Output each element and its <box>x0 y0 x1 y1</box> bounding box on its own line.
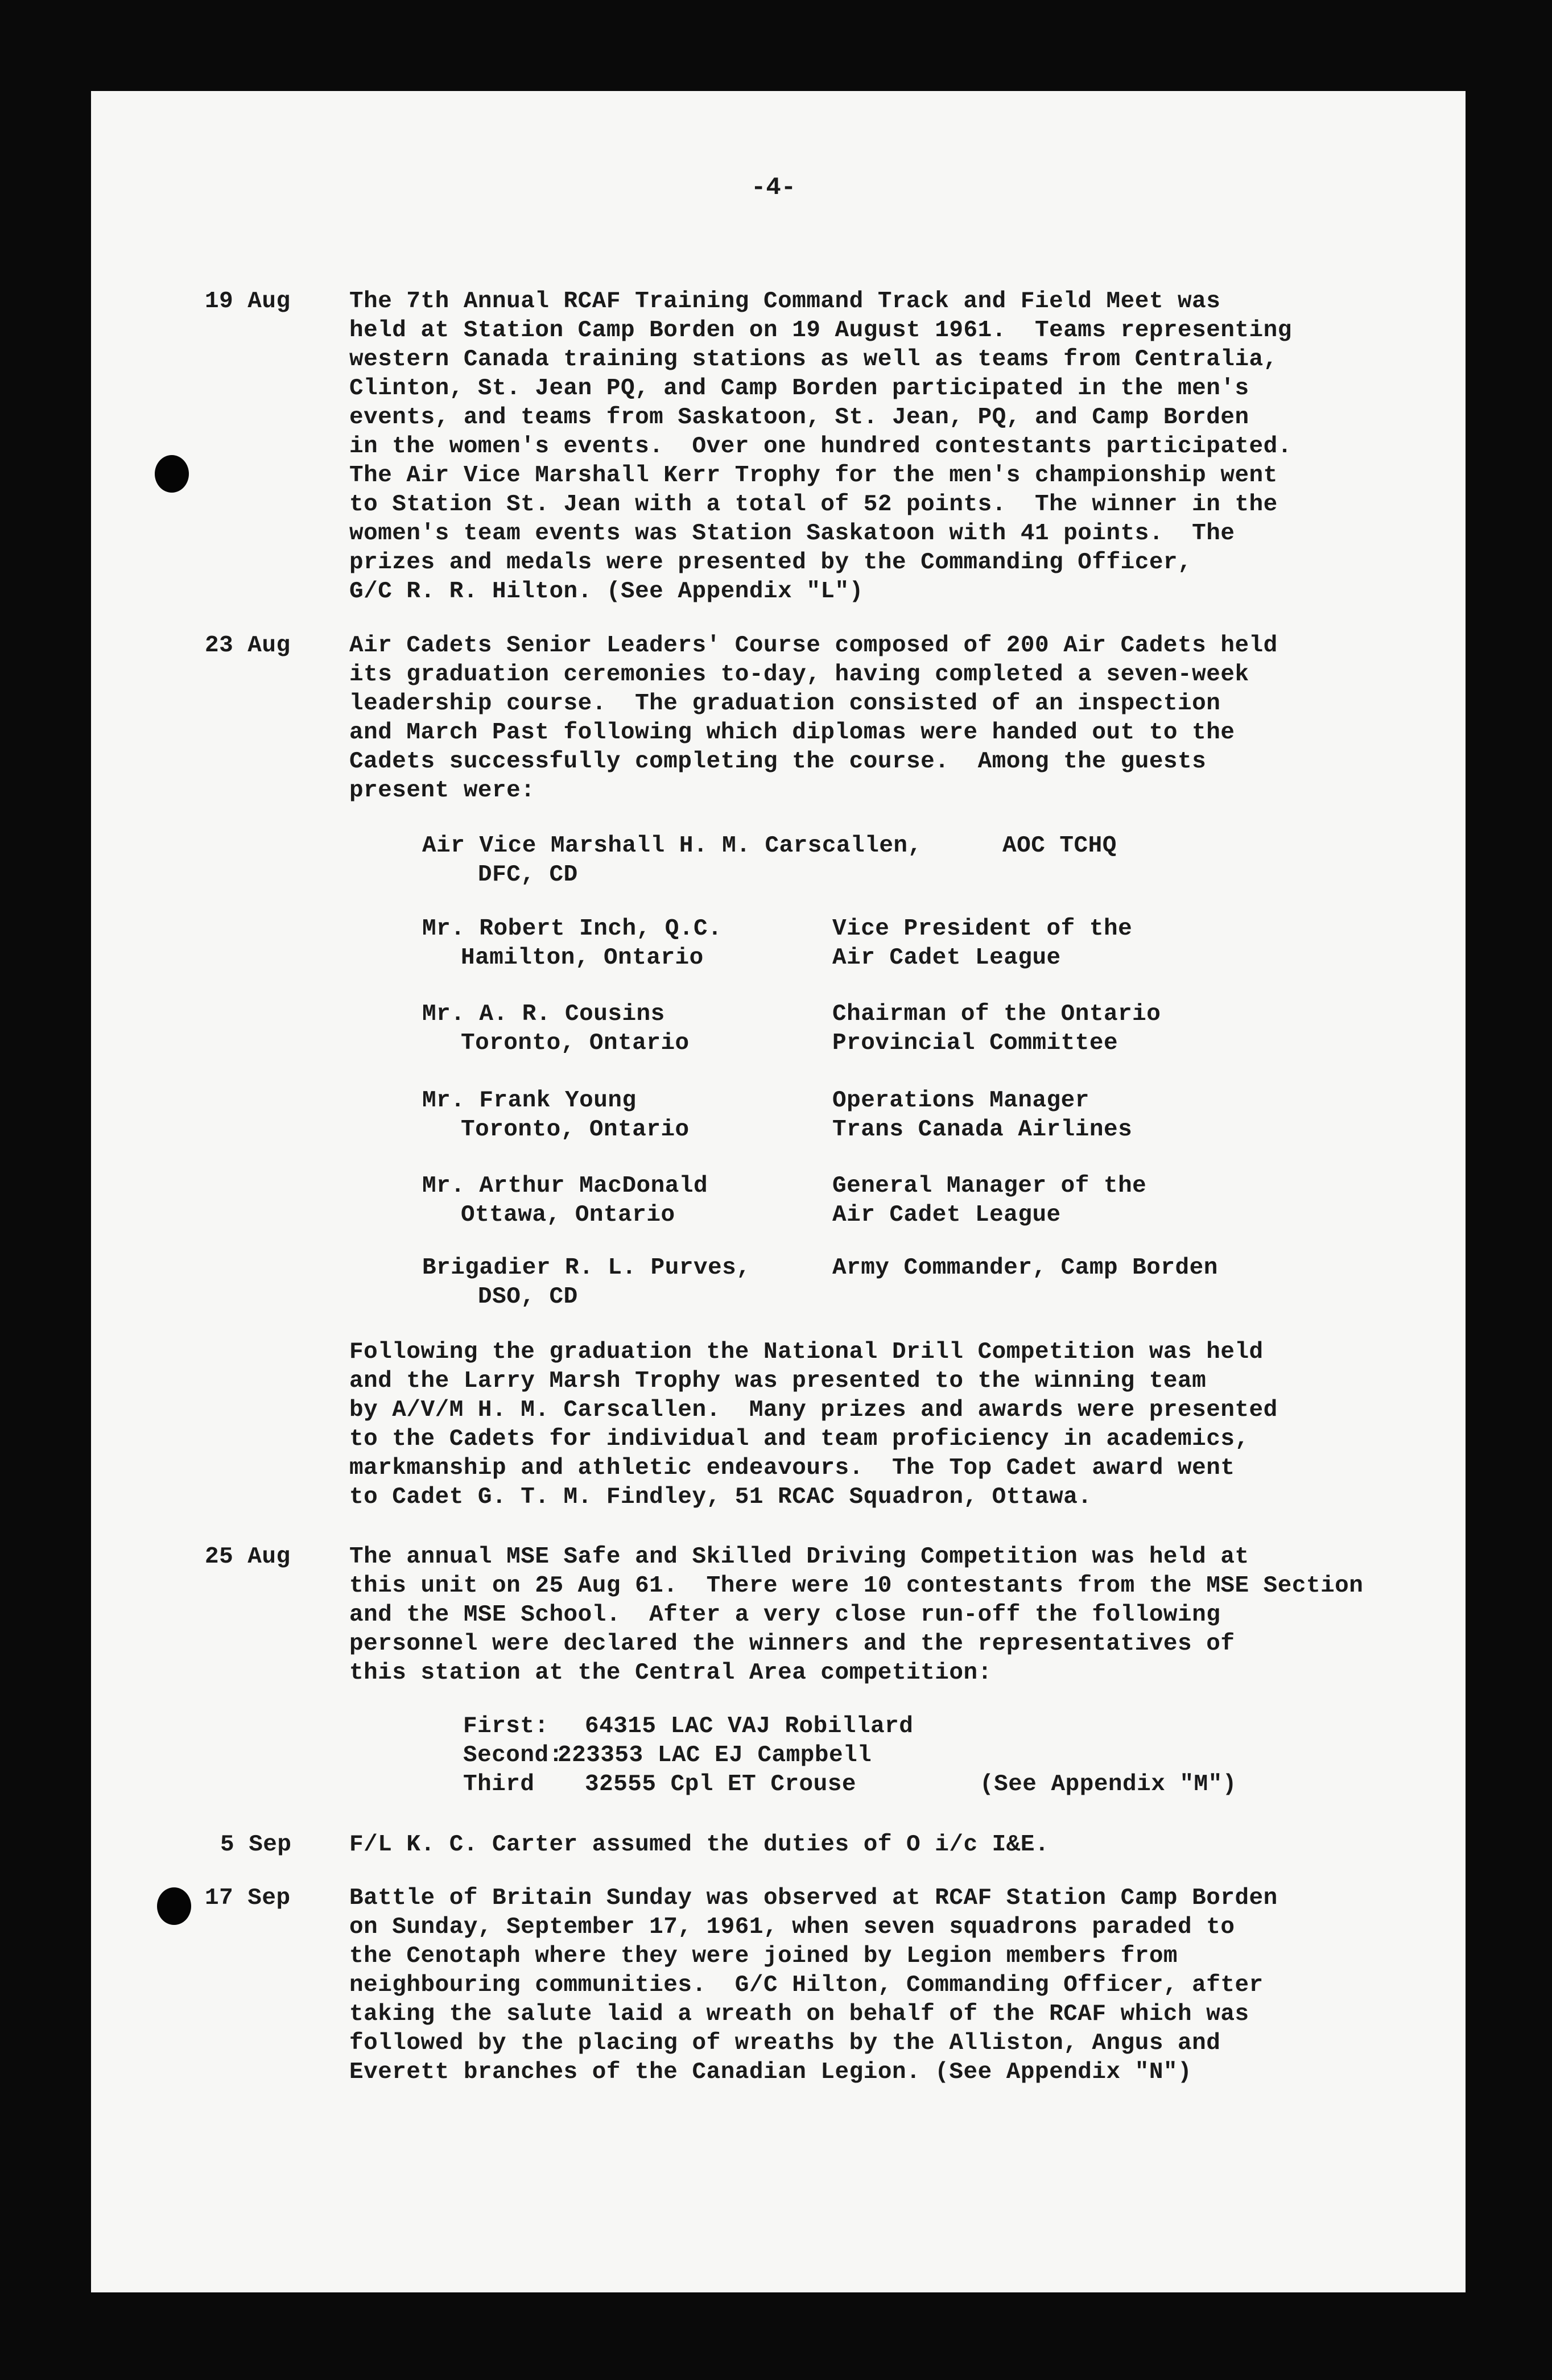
entry-text-line: prizes and medals were presented by the Commanding Officer, <box>349 549 1192 576</box>
winner-place: Second: <box>463 1742 563 1769</box>
entry-text-line: Clinton, St. Jean PQ, and Camp Borden participated in the men's <box>349 375 1249 402</box>
entry-text-line: to the Cadets for individual and team proficiency in academics, <box>349 1426 1249 1452</box>
page-number: -4- <box>751 173 796 202</box>
entry-text-line: Everett branches of the Canadian Legion. (See Appendix "N") <box>349 2059 1192 2085</box>
punch-hole-bottom <box>157 1887 191 1925</box>
guest-location: DFC, CD <box>478 862 578 888</box>
winner-detail: 32555 Cpl ET Crouse <box>585 1771 856 1798</box>
guest-role: Chairman of the Ontario <box>832 1001 1161 1027</box>
entry-text-line: and the Larry Marsh Trophy was presented to the winning team <box>349 1368 1207 1394</box>
guest-name: Brigadier R. L. Purves, <box>422 1255 751 1281</box>
entry-text-line: this unit on 25 Aug 61. There were 10 contestants from the MSE Section <box>349 1573 1364 1599</box>
guest-name: Mr. A. R. Cousins <box>422 1001 665 1027</box>
entry-text-line: the Cenotaph where they were joined by Legion members from <box>349 1943 1178 1969</box>
guest-location: DSO, CD <box>478 1284 578 1310</box>
entry-text-line: western Canada training stations as well as teams from Centralia, <box>349 346 1278 373</box>
guest-name: Mr. Frank Young <box>422 1088 637 1114</box>
entry-text-line: Air Cadets Senior Leaders' Course composed of 200 Air Cadets held <box>349 633 1278 659</box>
entry-text-line: Battle of Britain Sunday was observed at RCAF Station Camp Borden <box>349 1885 1278 1911</box>
entry-text-line: The 7th Annual RCAF Training Command Track and Field Meet was <box>349 288 1221 315</box>
entry-date: 23 Aug <box>205 633 291 659</box>
entry-text-line: G/C R. R. Hilton. (See Appendix "L") <box>349 579 864 605</box>
guest-name: Mr. Robert Inch, Q.C. <box>422 916 723 942</box>
entry-date: 25 Aug <box>205 1544 291 1570</box>
entry-date: 17 Sep <box>205 1885 291 1911</box>
guest-role: General Manager of the <box>832 1173 1147 1199</box>
appendix-reference: (See Appendix "M") <box>980 1771 1237 1798</box>
guest-role: Air Cadet League <box>832 945 1061 971</box>
guest-role: Operations Manager <box>832 1088 1089 1114</box>
guest-location: Toronto, Ontario <box>461 1030 690 1056</box>
guest-location: Toronto, Ontario <box>461 1117 690 1143</box>
entry-text-line: present were: <box>349 778 535 804</box>
entry-text-line: and March Past following which diplomas were handed out to the <box>349 720 1235 746</box>
entry-text-line: to Station St. Jean with a total of 52 points. The winner in the <box>349 491 1278 518</box>
guest-role: Vice President of the <box>832 916 1133 942</box>
winner-place: Third <box>463 1771 535 1798</box>
entry-text-line: taking the salute laid a wreath on behalf of the RCAF which was <box>349 2001 1249 2027</box>
entry-text-line: events, and teams from Saskatoon, St. Jean, PQ, and Camp Borden <box>349 404 1249 431</box>
entry-text-line: Cadets successfully completing the course. Among the guests <box>349 749 1207 775</box>
guest-location: Ottawa, Ontario <box>461 1202 675 1228</box>
entry-text-line: its graduation ceremonies to-day, having completed a seven-week <box>349 662 1249 688</box>
entry-text-line: in the women's events. Over one hundred contestants participated. <box>349 433 1292 460</box>
entry-text-line: this station at the Central Area competition: <box>349 1660 992 1686</box>
guest-name: Air Vice Marshall H. M. Carscallen, <box>422 833 922 859</box>
winner-place: First: <box>463 1713 549 1739</box>
entry-text-line: followed by the placing of wreaths by the Alliston, Angus and <box>349 2030 1221 2056</box>
guest-role: Army Commander, Camp Borden <box>832 1255 1218 1281</box>
guest-name: Mr. Arthur MacDonald <box>422 1173 708 1199</box>
entry-date: 19 Aug <box>205 288 291 315</box>
guest-role: AOC TCHQ <box>1002 833 1117 859</box>
entry-text-line: leadership course. The graduation consisted of an inspection <box>349 691 1221 717</box>
guest-role: Air Cadet League <box>832 1202 1061 1228</box>
entry-text-line: held at Station Camp Borden on 19 August 1961. Teams representing <box>349 317 1292 344</box>
entry-text-line: Following the graduation the National Drill Competition was held <box>349 1339 1264 1365</box>
entry-text-line: F/L K. C. Carter assumed the duties of O i/c I&E. <box>349 1832 1050 1858</box>
entry-text-line: and the MSE School. After a very close run-off the following <box>349 1602 1221 1628</box>
winner-detail: 64315 LAC VAJ Robillard <box>585 1713 914 1739</box>
entry-text-line: The Air Vice Marshall Kerr Trophy for the men's championship went <box>349 462 1278 489</box>
guest-role: Trans Canada Airlines <box>832 1117 1133 1143</box>
entry-text-line: to Cadet G. T. M. Findley, 51 RCAC Squadron, Ottawa. <box>349 1484 1092 1510</box>
winner-detail: 223353 LAC EJ Campbell <box>558 1742 872 1769</box>
entry-text-line: by A/V/M H. M. Carscallen. Many prizes and awards were presented <box>349 1397 1278 1423</box>
entry-text-line: women's team events was Station Saskatoon with 41 points. The <box>349 520 1235 547</box>
guest-location: Hamilton, Ontario <box>461 945 704 971</box>
entry-text-line: The annual MSE Safe and Skilled Driving Competition was held at <box>349 1544 1249 1570</box>
entry-text-line: personnel were declared the winners and the representatives of <box>349 1631 1235 1657</box>
punch-hole-top <box>155 455 189 493</box>
entry-text-line: on Sunday, September 17, 1961, when seven squadrons paraded to <box>349 1914 1235 1940</box>
entry-text-line: markmanship and athletic endeavours. The Top Cadet award went <box>349 1455 1235 1481</box>
entry-date: 5 Sep <box>220 1832 292 1858</box>
guest-role: Provincial Committee <box>832 1030 1118 1056</box>
entry-text-line: neighbouring communities. G/C Hilton, Commanding Officer, after <box>349 1972 1264 1998</box>
